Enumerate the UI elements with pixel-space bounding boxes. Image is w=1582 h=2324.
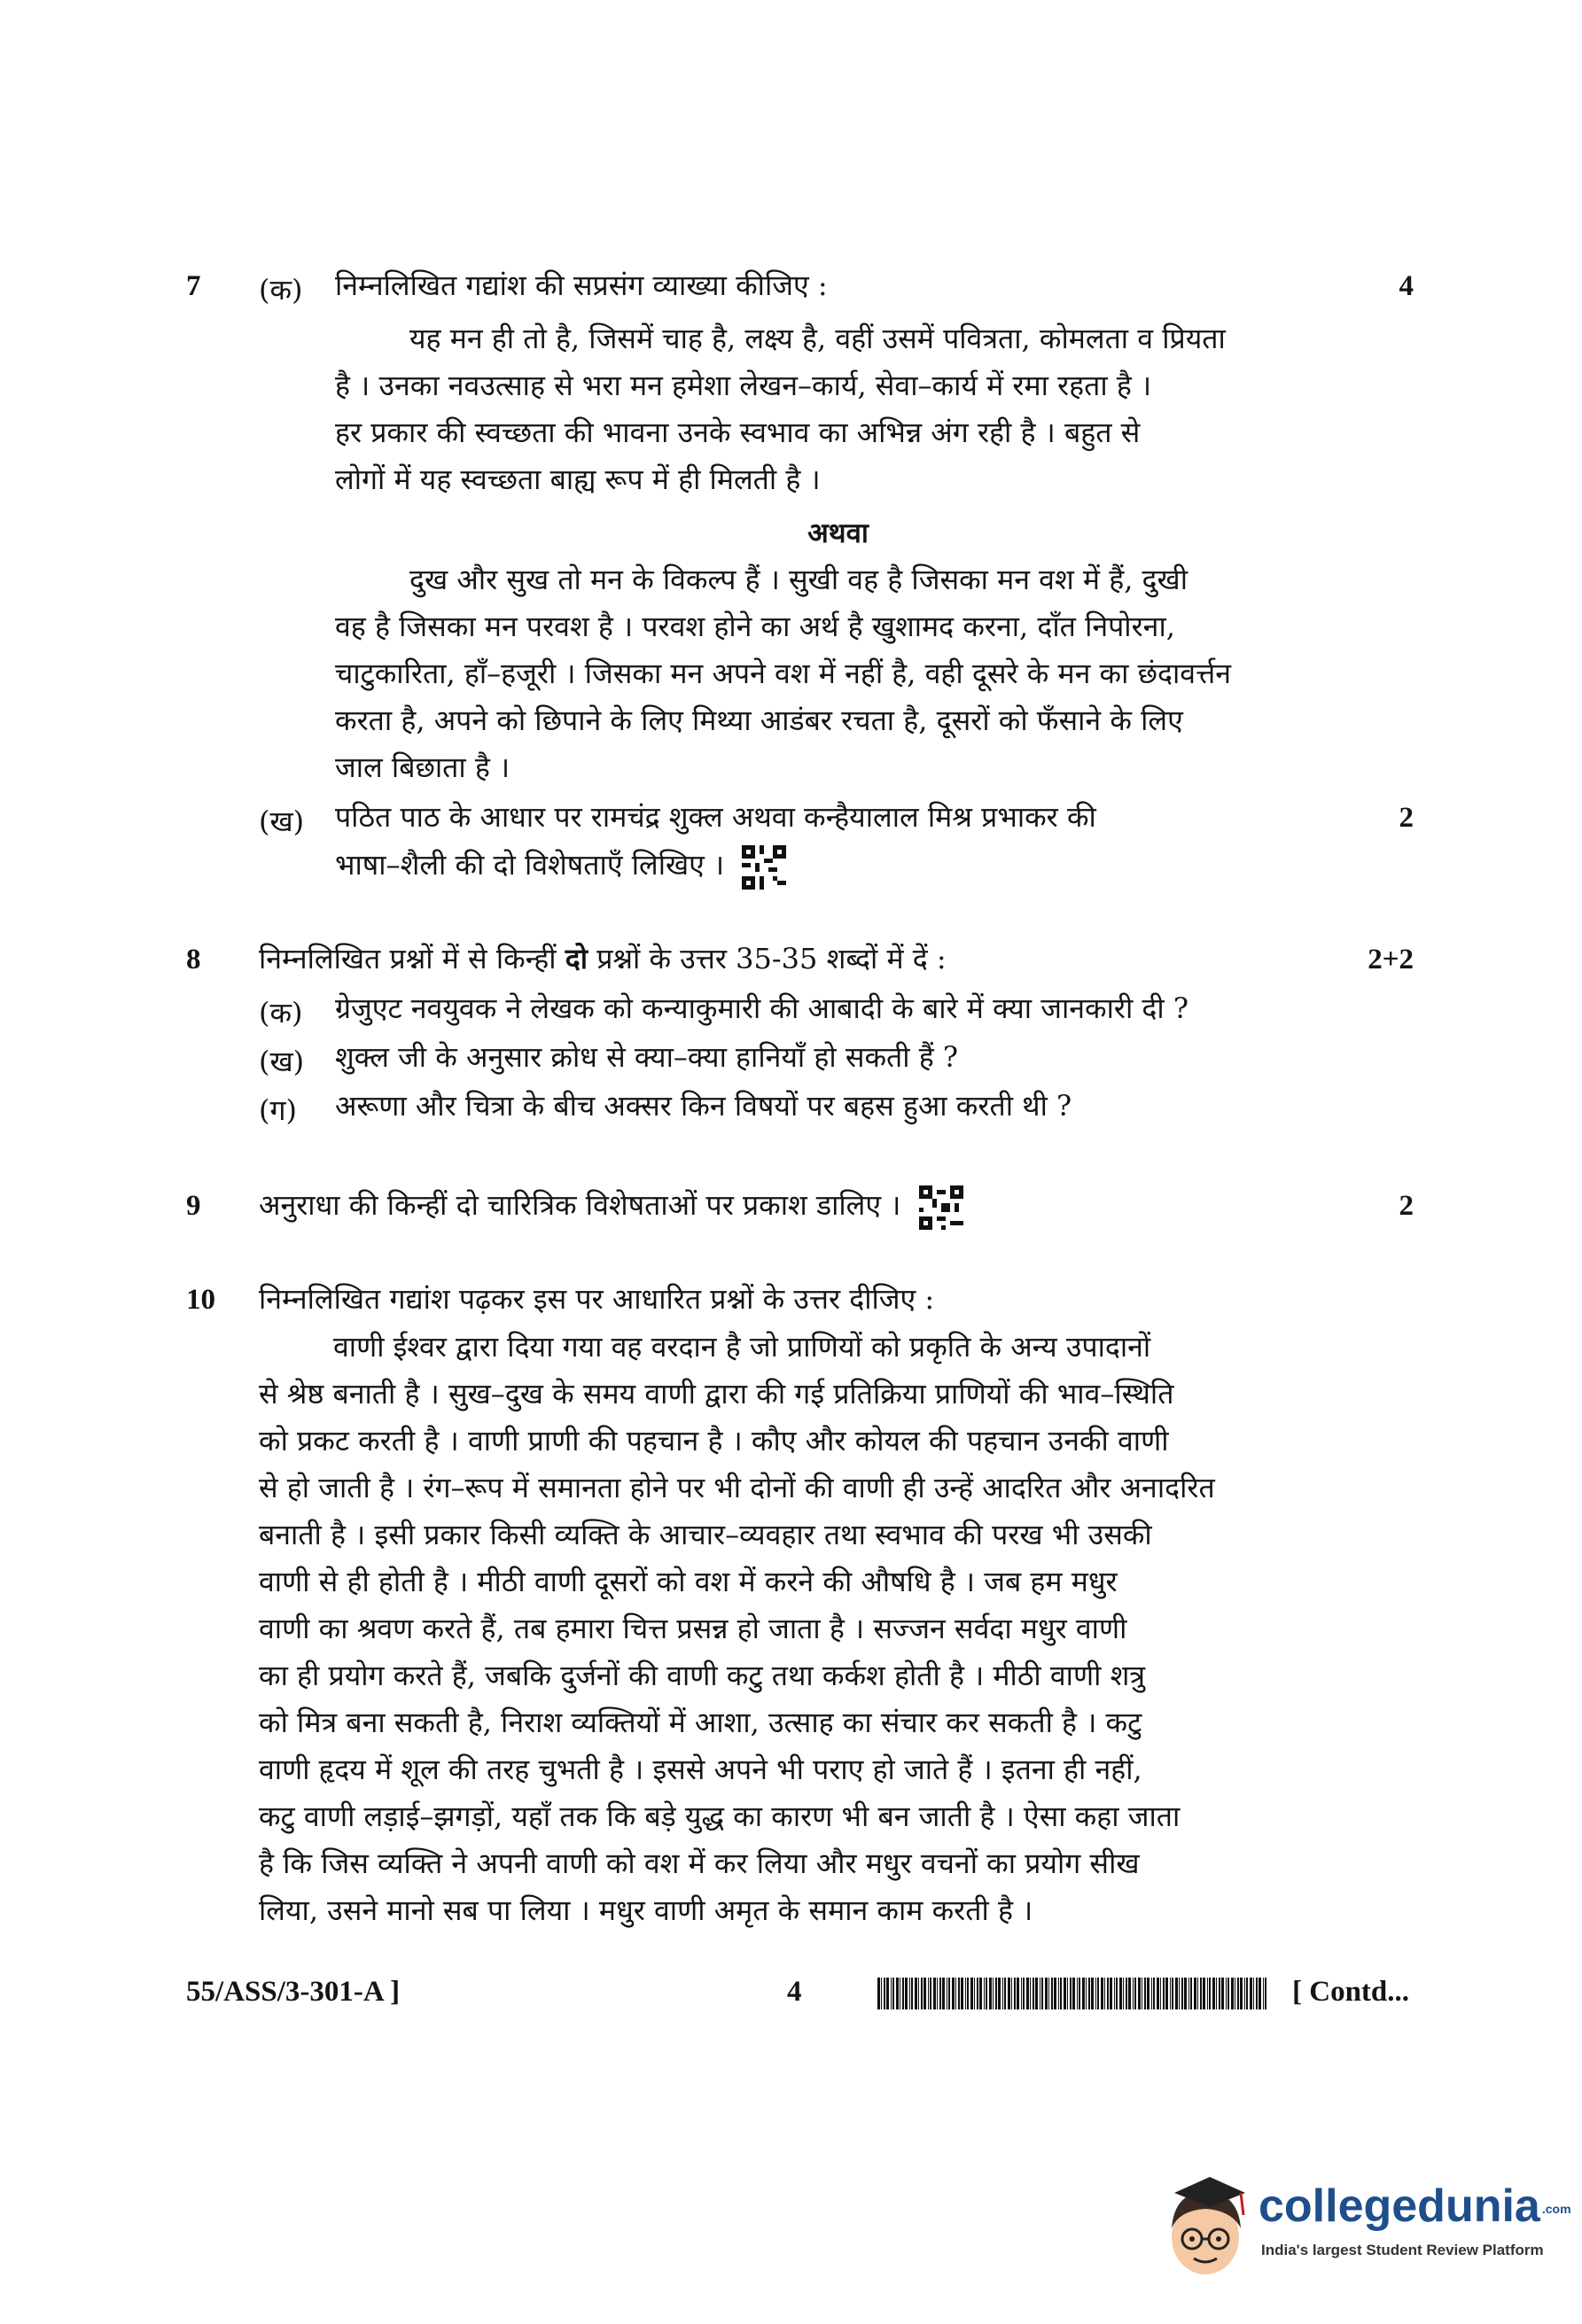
brand-watermark bbox=[1157, 2162, 1571, 2295]
passage-line: लिया, उसने मानो सब पा लिया । मधुर वाणी अमृत के समान काम करती है । bbox=[259, 1893, 1033, 1927]
passage-line: दुख और सुख तो मन के विकल्प हैं । सुखी वह है जिसका मन वश में हैं, दुखी bbox=[409, 563, 1188, 596]
passage-line: को मित्र बना सकती है, निराश व्यक्तियों में आशा, उत्साह का संचार कर सकती है । कटु bbox=[259, 1706, 1142, 1739]
passage-block bbox=[335, 315, 1341, 503]
question-prompt: निम्नलिखित गद्यांश पढ़कर इस पर आधारित प्रश्नों के उत्तर दीजिए : bbox=[259, 1282, 935, 1316]
passage-line: बनाती है । इसी प्रकार किसी व्यक्ति के आचार–व्यवहार तथा स्वभाव की परख भी उसकी bbox=[259, 1518, 1152, 1551]
question-prompt: निम्नलिखित गद्यांश की सप्रसंग व्याख्या कीजिए : bbox=[335, 268, 828, 302]
question-number: 7 bbox=[186, 270, 201, 302]
passage-line: से हो जाती है । रंग–रूप में समानता होने पर भी दोनों की वाणी ही उन्हें आदरित और अनादरित bbox=[259, 1471, 1215, 1504]
passage-line: करता है, अपने को छिपाने के लिए मिथ्या आडंबर रचता है, दूसरों को फँसाने के लिए bbox=[335, 703, 1183, 737]
student-mascot-icon bbox=[1157, 2166, 1254, 2281]
subquestion-label: (ख) bbox=[259, 804, 305, 838]
passage-line: जाल बिछाता है । bbox=[335, 750, 510, 784]
passage-line: वाणी से ही होती है । मीठी वाणी दूसरों को वश में करने की औषधि है । जब हम मधुर bbox=[259, 1565, 1118, 1598]
question-number: 8 bbox=[186, 944, 201, 975]
question-number: 10 bbox=[186, 1284, 215, 1316]
qr-code-icon bbox=[742, 845, 786, 890]
passage-line: है कि जिस व्यक्ति ने अपनी वाणी को वश में कर लिया और मधुर वचनों का प्रयोग सीख bbox=[259, 1846, 1140, 1880]
marks: 2 bbox=[1399, 1190, 1414, 1222]
brand-name-text: collegedunia bbox=[1259, 2180, 1540, 2232]
subquestion-label: (ख) bbox=[259, 1045, 305, 1078]
passage-line: वाणी का श्रवण करते हैं, तब हमारा चित्त प्रसन्न हो जाता है । सज्जन सर्वदा मधुर वाणी bbox=[259, 1612, 1127, 1645]
subquestion-label: (ग) bbox=[259, 1093, 297, 1127]
brand-tagline: India's largest Student Review Platform bbox=[1261, 2242, 1544, 2258]
passage-line: लोगों में यह स्वच्छता बाह्य रूप में ही मिलती है । bbox=[335, 462, 821, 496]
marks: 2+2 bbox=[1368, 944, 1414, 975]
athva-heading: अथवा bbox=[807, 517, 869, 549]
question-prompt bbox=[259, 936, 947, 983]
subquestion-label: (क) bbox=[259, 273, 303, 307]
brand-tld: .com bbox=[1541, 2202, 1571, 2217]
question-text: ग्रेजुएट नवयुवक ने लेखक को कन्याकुमारी की आबादी के बारे में क्या जानकारी दी ? bbox=[335, 991, 1189, 1025]
passage-line: को प्रकट करती है । वाणी प्राणी की पहचान है । कौए और कोयल की पहचान उनकी वाणी bbox=[259, 1424, 1169, 1457]
question-text bbox=[335, 842, 786, 890]
marks: 4 bbox=[1399, 270, 1414, 302]
page-number: 4 bbox=[787, 1976, 802, 2008]
passage-line: वाणी ईश्वर द्वारा दिया गया वह वरदान है जो प्राणियों को प्रकृति के अन्य उपादानों bbox=[333, 1330, 1151, 1364]
passage-line: चाटुकारिता, हाँ–हजूरी । जिसका मन अपने वश में नहीं है, वही दूसरे के मन का छंदावर्त्तन bbox=[335, 657, 1231, 690]
passage-line: से श्रेष्ठ बनाती है । सुख–दुख के समय वाणी द्वारा की गई प्रतिक्रिया प्राणियों की भाव–स्थिति bbox=[259, 1377, 1174, 1411]
passage-block bbox=[259, 1324, 1341, 1934]
passage-line: हर प्रकार की स्वच्छता की भावना उनके स्वभाव का अभिन्न अंग रही है । बहुत से bbox=[335, 416, 1141, 449]
passage-block-alt bbox=[335, 556, 1341, 791]
qr-code-icon bbox=[919, 1185, 963, 1230]
passage-line: यह मन ही तो है, जिसमें चाह है, लक्ष्य है, वहीं उसमें पवित्रता, कोमलता व प्रियता bbox=[409, 322, 1226, 355]
subquestion-label: (क) bbox=[259, 996, 303, 1030]
paper-code: 55/ASS/3-301-A ] bbox=[186, 1976, 401, 2008]
prompt-part: निम्नलिखित प्रश्नों में से किन्हीं bbox=[259, 942, 565, 975]
question-text: शुक्ल जी के अनुसार क्रोध से क्या–क्या हानियाँ हो सकती हैं ? bbox=[335, 1040, 959, 1074]
question-text-line: भाषा–शैली की दो विशेषताएँ लिखिए । bbox=[335, 848, 725, 882]
question-text: अरूणा और चित्रा के बीच अक्सर किन विषयों पर बहस हुआ करती थी ? bbox=[335, 1089, 1072, 1123]
passage-line: का ही प्रयोग करते हैं, जबकि दुर्जनों की वाणी कटु तथा कर्कश होती है । मीठी वाणी शत्रु bbox=[259, 1659, 1145, 1692]
marks: 2 bbox=[1399, 802, 1414, 834]
question-text bbox=[259, 1182, 963, 1230]
passage-line: वाणी हृदय में शूल की तरह चुभती है । इससे अपने भी पराए हो जाते हैं । इतना ही नहीं, bbox=[259, 1753, 1142, 1786]
passage-line: कटु वाणी लड़ाई–झगड़ों, यहाँ तक कि बड़े युद्ध का कारण भी बन जाती है । ऐसा कहा जाता bbox=[259, 1799, 1181, 1833]
passage-line: है । उनका नवउत्साह से भरा मन हमेशा लेखन–कार्य, सेवा–कार्य में रमा रहता है । bbox=[335, 369, 1152, 402]
prompt-emphasis: दो bbox=[565, 942, 588, 975]
continued-label: [ Contd... bbox=[1292, 1976, 1410, 2008]
prompt-part: प्रश्नों के उत्तर 35-35 शब्दों में दें : bbox=[588, 942, 947, 975]
question-text-line: अनुराधा की किन्हीं दो चारित्रिक विशेषताओं पर प्रकाश डालिए । bbox=[259, 1188, 901, 1222]
question-number: 9 bbox=[186, 1190, 201, 1222]
question-text: पठित पाठ के आधार पर रामचंद्र शुक्ल अथवा कन्हैयालाल मिश्र प्रभाकर की bbox=[335, 800, 1096, 834]
barcode-icon bbox=[877, 1978, 1272, 2009]
passage-line: वह है जिसका मन परवश है । परवश होने का अर्थ है खुशामद करना, दाँत निपोरना, bbox=[335, 610, 1175, 643]
brand-name bbox=[1259, 2180, 1571, 2233]
